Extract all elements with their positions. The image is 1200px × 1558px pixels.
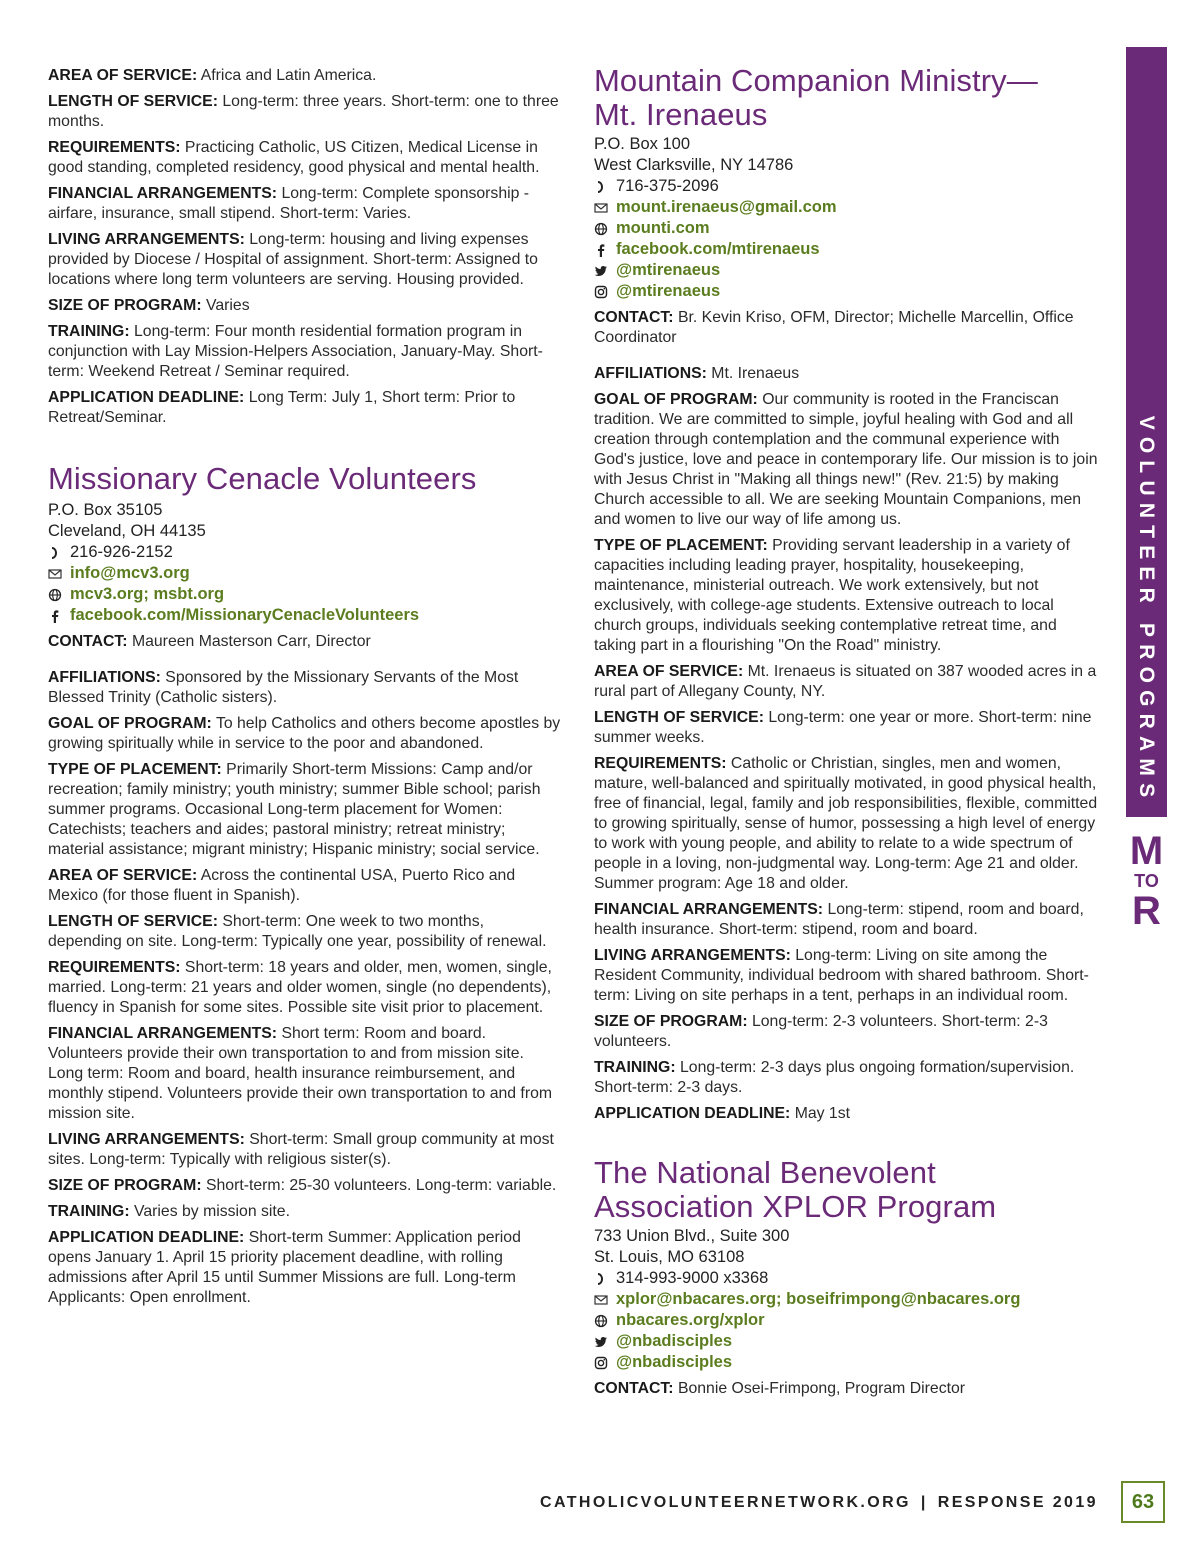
- program-field: [48, 296, 562, 316]
- program-field: [48, 1202, 562, 1222]
- email-line[interactable]: [594, 1289, 1102, 1310]
- prev-entry: [48, 66, 562, 428]
- program-field: [48, 760, 562, 860]
- program-field: [594, 662, 1102, 702]
- program-field: [594, 708, 1102, 748]
- field-label: APPLICATION DEADLINE:: [48, 1229, 245, 1246]
- program-field: [594, 946, 1102, 1006]
- field-text: Long-term: 2-3 volunteers. Short-term: 2-3 volunteers.: [594, 1013, 1048, 1050]
- org-title: [594, 64, 1102, 132]
- field-text: Long Term: July 1, Short term: Prior to Retreat/Seminar.: [48, 389, 516, 426]
- program-field: [48, 230, 562, 290]
- field-text: Africa and Latin America.: [200, 67, 377, 84]
- website-link[interactable]: mcv3.org; msbt.org: [70, 585, 225, 603]
- instagram-icon: [594, 285, 616, 299]
- contact-field: CONTACT: Maureen Masterson Carr, Director: [48, 633, 371, 650]
- page-number: 63: [1121, 1481, 1165, 1523]
- program-field: [594, 1104, 1102, 1124]
- program-field: [48, 866, 562, 906]
- website-link[interactable]: nbacares.org/xplor: [616, 1311, 765, 1329]
- email-icon: [48, 567, 70, 581]
- phone-number: 716-375-2096: [616, 177, 719, 195]
- globe-icon: [594, 222, 616, 236]
- program-field: [48, 1176, 562, 1196]
- phone-number: 216-926-2152: [70, 543, 173, 561]
- facebook-line[interactable]: [594, 239, 1102, 260]
- globe-icon: [594, 1314, 616, 1328]
- mcm-fields: [594, 364, 1102, 1124]
- program-field: [48, 912, 562, 952]
- address-line-2: Cleveland, OH 44135: [48, 522, 206, 540]
- org-mcv: [48, 462, 562, 1308]
- field-label: AREA OF SERVICE:: [48, 867, 198, 884]
- instagram-link[interactable]: @nbadisciples: [616, 1353, 733, 1371]
- field-text: Our community is rooted in the Franciscan tradition. We are committed to simple, joyful healing with God and all creation through contemplation and the communal experience with God's justice, love and peace in contemporary life. Our mission is to join with Jesus Christ in "Making all things new!" (Rev. 21:5) by making Church accessible to all. We are seeking Mountain Companions, men and women to live our way of life among us.: [594, 391, 1098, 528]
- org-nba: [594, 1156, 1102, 1399]
- program-field: [48, 1024, 562, 1124]
- field-label: APPLICATION DEADLINE:: [48, 389, 245, 406]
- program-field: [48, 322, 562, 382]
- email-link[interactable]: xplor@nbacares.org; boseifrimpong@nbacares.org: [616, 1290, 1021, 1308]
- field-label: LENGTH OF SERVICE:: [594, 709, 764, 726]
- twitter-icon: [594, 264, 616, 278]
- org-title-line-1: Mountain Companion Ministry—: [594, 63, 1038, 98]
- phone-icon: [594, 1272, 616, 1286]
- phone-number: 314-993-9000 x3368: [616, 1269, 769, 1287]
- field-label: GOAL OF PROGRAM:: [594, 391, 758, 408]
- address-line-2: St. Louis, MO 63108: [594, 1248, 745, 1266]
- email-line[interactable]: [48, 563, 562, 584]
- field-label: TRAINING:: [594, 1059, 676, 1076]
- twitter-icon: [594, 1335, 616, 1349]
- field-label: FINANCIAL ARRANGEMENTS:: [48, 185, 278, 202]
- field-text: Varies by mission site.: [134, 1203, 290, 1220]
- section-side-tab-label: VOLUNTEER PROGRAMS: [1135, 415, 1158, 805]
- instagram-line[interactable]: [594, 281, 1102, 302]
- instagram-icon: [594, 1356, 616, 1370]
- footer-site: CATHOLICVOLUNTEERNETWORK.ORG: [540, 1494, 911, 1511]
- right-column: [594, 64, 1102, 1405]
- alphabet-range: [1126, 829, 1167, 933]
- program-field: [48, 138, 562, 178]
- field-text: Long-term: Living on site among the Resident Community, individual bedroom with shared bathroom. Short-term: Living on site perhaps in a tent, perhaps in an individual room.: [594, 947, 1089, 1004]
- facebook-line[interactable]: [48, 605, 562, 626]
- org-mcm: [594, 64, 1102, 1124]
- field-text: Short-term Summer: Application period opens January 1. April 15 priority placement deadline, with rolling admissions after April 15 until Summer Missions are full. Long-term Applicants: Open enrollment.: [48, 1229, 521, 1306]
- field-text: Practicing Catholic, US Citizen, Medical License in good standing, completed residency, good physical and mental health.: [48, 139, 540, 176]
- phone-line: [594, 1268, 1102, 1289]
- program-field: [48, 958, 562, 1018]
- program-field: [594, 1012, 1102, 1052]
- field-text: Mt. Irenaeus: [711, 365, 800, 382]
- twitter-line[interactable]: [594, 260, 1102, 281]
- email-icon: [594, 1293, 616, 1307]
- field-text: Varies: [205, 297, 250, 314]
- alphabet-range-start: M: [1129, 829, 1164, 873]
- email-link[interactable]: mount.irenaeus@gmail.com: [616, 198, 837, 216]
- field-label: TYPE OF PLACEMENT:: [594, 537, 768, 554]
- field-text: Short-term: 25-30 volunteers. Long-term: variable.: [205, 1177, 557, 1194]
- field-label: LENGTH OF SERVICE:: [48, 913, 218, 930]
- field-label: REQUIREMENTS:: [48, 959, 181, 976]
- org-title-line-1: The National Benevolent: [594, 1155, 936, 1190]
- program-field: [48, 714, 562, 754]
- field-label: AFFILIATIONS:: [48, 669, 161, 686]
- phone-icon: [594, 180, 616, 194]
- alphabet-range-end: R: [1132, 889, 1161, 933]
- phone-line: [48, 542, 562, 563]
- field-label: FINANCIAL ARRANGEMENTS:: [48, 1025, 278, 1042]
- facebook-icon: [48, 609, 70, 623]
- web-line[interactable]: [48, 584, 562, 605]
- instagram-line[interactable]: [594, 1352, 1102, 1373]
- contact-field: CONTACT: Bonnie Osei-Frimpong, Program Director: [594, 1380, 966, 1397]
- field-label: FINANCIAL ARRANGEMENTS:: [594, 901, 824, 918]
- field-label: AREA OF SERVICE:: [594, 663, 744, 680]
- field-text: Long-term: Four month residential formation program in conjunction with Lay Mission-Helpers Association, January-May. Short-term: Weekend Retreat / Seminar required.: [48, 323, 543, 380]
- field-text: Long-term: stipend, room and board, health insurance. Short-term: stipend, room and board.: [594, 901, 1084, 938]
- field-text: May 1st: [794, 1105, 850, 1122]
- program-field: [594, 900, 1102, 940]
- program-field: [48, 92, 562, 132]
- program-field: [48, 668, 562, 708]
- org-title: Missionary Cenacle Volunteers: [48, 461, 477, 496]
- field-text: Long-term: 2-3 days plus ongoing formation/supervision. Short-term: 2-3 days.: [594, 1059, 1075, 1096]
- field-label: REQUIREMENTS:: [48, 139, 181, 156]
- field-label: TYPE OF PLACEMENT:: [48, 761, 222, 778]
- address-line-1: P.O. Box 35105: [48, 501, 163, 519]
- phone-icon: [48, 546, 70, 560]
- field-text: Catholic or Christian, singles, men and women, mature, well-balanced and spiritually motivated, in good physical health, free of financial, legal, family and job responsibilities, flexible, committed to growing spiritually, sense of humor, possessing a high level of energy to work with young people, and ability to relate to a wide spectrum of people in a loving, non-judgmental way. Long-term: Age 21 and older. Summer program: Age 18 and older.: [594, 755, 1098, 892]
- field-text: Providing servant leadership in a variety of capacities including leading prayer, hospitality, housekeeping, maintenance, ministerial outreach. We work extensively, but not exclusively, with college-age students. Extensive outreach to local church groups, individuals seeking contemplative retreat time, and taking part in a flourishing "On the Road" ministry.: [594, 537, 1070, 654]
- web-line[interactable]: [594, 218, 1102, 239]
- alphabet-range-to: TO: [1134, 871, 1159, 891]
- email-line[interactable]: [594, 197, 1102, 218]
- phone-line: [594, 176, 1102, 197]
- field-label: AREA OF SERVICE:: [48, 67, 198, 84]
- field-text: Across the continental USA, Puerto Rico and Mexico (for those fluent in Spanish).: [48, 867, 516, 904]
- field-label: TRAINING:: [48, 323, 130, 340]
- field-text: Long-term: three years. Short-term: one to three months.: [48, 93, 559, 130]
- facebook-link[interactable]: facebook.com/mtirenaeus: [616, 240, 820, 258]
- field-text: Short term: Room and board. Volunteers provide their own transportation to and from mission site. Long term: Room and board, health insurance reimbursement, and monthly stipend. Volunteers provide their own transportation to and from mission site.: [48, 1025, 553, 1122]
- field-label: SIZE OF PROGRAM:: [48, 297, 202, 314]
- mcv-fields: [48, 668, 562, 1308]
- program-field: [48, 1228, 562, 1308]
- contact-field: CONTACT: Br. Kevin Kriso, OFM, Director; Michelle Marcellin, Office Coordinator: [594, 309, 1074, 346]
- field-label: SIZE OF PROGRAM:: [594, 1013, 748, 1030]
- email-icon: [594, 201, 616, 215]
- program-field: [48, 1130, 562, 1170]
- program-field: [594, 536, 1102, 656]
- field-label: AFFILIATIONS:: [594, 365, 707, 382]
- field-text: Long-term: one year or more. Short-term: nine summer weeks.: [594, 709, 1092, 746]
- field-label: SIZE OF PROGRAM:: [48, 1177, 202, 1194]
- field-text: To help Catholics and others become apostles by growing spiritually while in service to the poor and abandoned.: [48, 715, 561, 752]
- program-field: [594, 390, 1102, 530]
- field-label: LIVING ARRANGEMENTS:: [48, 1131, 245, 1148]
- twitter-link[interactable]: @mtirenaeus: [616, 261, 721, 279]
- facebook-link[interactable]: facebook.com/MissionaryCenacleVolunteers: [70, 606, 420, 624]
- twitter-line[interactable]: [594, 1331, 1102, 1352]
- website-link[interactable]: mounti.com: [616, 219, 710, 237]
- field-text: Long-term: housing and living expenses provided by Diocese / Hospital of assignment. Short-term: Assigned to locations where long term volunteers are serving. Housing provided.: [48, 231, 538, 288]
- program-field: [594, 364, 1102, 384]
- org-title-line-2: Mt. Irenaeus: [594, 97, 768, 132]
- org-title-line-2: Association XPLOR Program: [594, 1189, 997, 1224]
- field-label: APPLICATION DEADLINE:: [594, 1105, 791, 1122]
- program-field: [48, 184, 562, 224]
- footer-separator: |: [920, 1494, 928, 1511]
- field-text: Sponsored by the Missionary Servants of the Most Blessed Trinity (Catholic sisters).: [48, 669, 519, 706]
- twitter-link[interactable]: @nbadisciples: [616, 1332, 733, 1350]
- field-text: Mt. Irenaeus is situated on 387 wooded acres in a rural part of Allegany County, NY.: [594, 663, 1097, 700]
- field-text: Primarily Short-term Missions: Camp and/or recreation; family ministry; youth ministry; summer Bible school; parish summer programs. Occasional Long-term placement for Women: Catechists; teachers and aides; pastoral ministry; retreat ministry; material assistance; migrant ministry; Hispanic ministry; social service.: [48, 761, 541, 858]
- page-footer: [540, 1494, 1098, 1512]
- field-label: REQUIREMENTS:: [594, 755, 727, 772]
- footer-issue: RESPONSE 2019: [937, 1494, 1098, 1511]
- program-field: [48, 66, 562, 86]
- field-label: LIVING ARRANGEMENTS:: [48, 231, 245, 248]
- email-link[interactable]: info@mcv3.org: [70, 564, 190, 582]
- program-field: [48, 388, 562, 428]
- field-label: TRAINING:: [48, 1203, 130, 1220]
- address-line-1: 733 Union Blvd., Suite 300: [594, 1227, 790, 1245]
- address-line-2: West Clarksville, NY 14786: [594, 156, 794, 174]
- web-line[interactable]: [594, 1310, 1102, 1331]
- facebook-icon: [594, 243, 616, 257]
- field-text: Short-term: Small group community at most sites. Long-term: Typically with religious sister(s).: [48, 1131, 554, 1168]
- org-title: [594, 1156, 1102, 1224]
- address-line-1: P.O. Box 100: [594, 135, 691, 153]
- field-text: Short-term: One week to two months, depending on site. Long-term: Typically one year, possibility of renewal.: [48, 913, 547, 950]
- field-label: LENGTH OF SERVICE:: [48, 93, 218, 110]
- field-text: Long-term: Complete sponsorship - airfare, insurance, small stipend. Short-term: Varies.: [48, 185, 530, 222]
- globe-icon: [48, 588, 70, 602]
- left-column: [48, 66, 562, 1314]
- field-text: Short-term: 18 years and older, men, women, single, married. Long-term: 21 years and older women, single (no dependents), fluency in Spanish for some sites. Possible site visit prior to placement.: [48, 959, 552, 1016]
- program-field: [594, 1058, 1102, 1098]
- field-label: GOAL OF PROGRAM:: [48, 715, 212, 732]
- instagram-link[interactable]: @mtirenaeus: [616, 282, 721, 300]
- program-field: [594, 754, 1102, 894]
- field-label: LIVING ARRANGEMENTS:: [594, 947, 791, 964]
